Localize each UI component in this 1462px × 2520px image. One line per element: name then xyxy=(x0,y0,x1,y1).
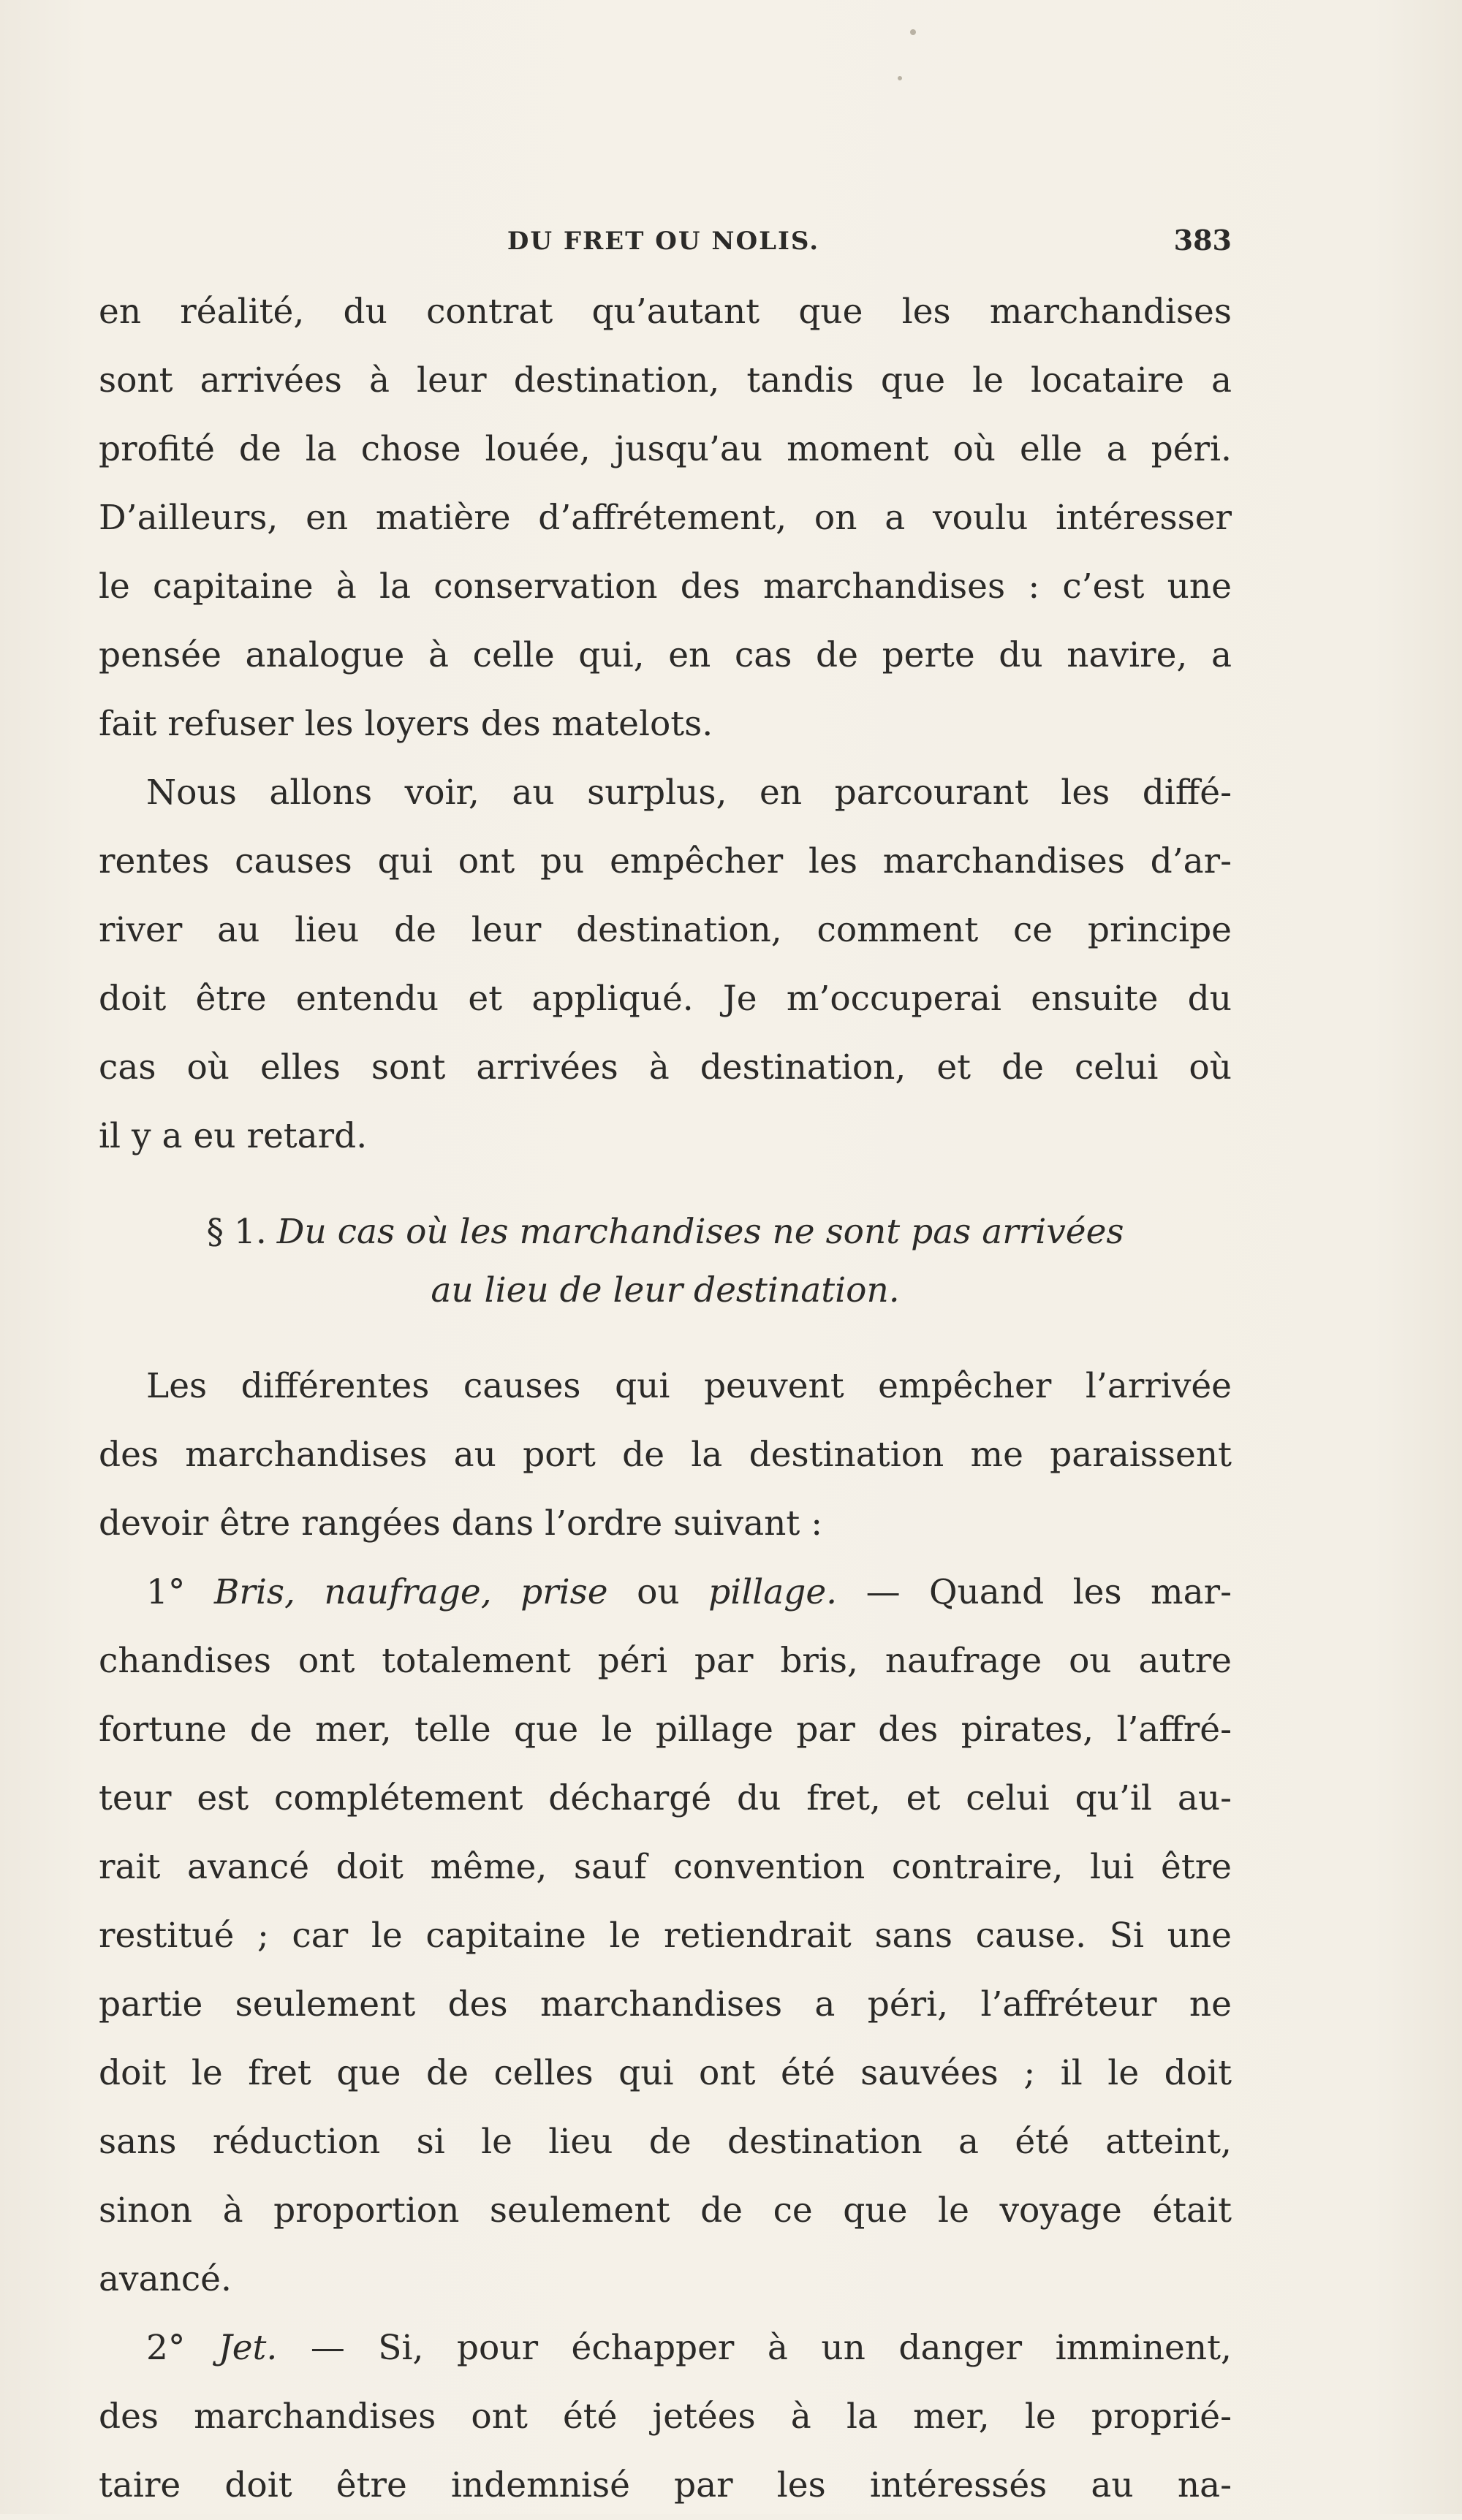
text-line: il y a eu retard. xyxy=(99,1116,368,1156)
text-line: cas où elles sont arrivées à destination, et de celui où xyxy=(99,1047,1232,1088)
text-line: fait refuser les loyers des matelots. xyxy=(99,704,713,744)
item-title-b: pillage. xyxy=(708,1572,838,1612)
paragraph-5 xyxy=(99,2314,1232,2520)
text-line: des marchandises au port de la destination me paraissent xyxy=(99,1435,1232,1475)
text-line: D’ailleurs, en matière d’affrétement, on a voulu intéresser xyxy=(99,498,1232,538)
section-number: 1. xyxy=(233,1212,267,1252)
text-line: Nous allons voir, au surplus, en parcourant les diffé- xyxy=(146,773,1232,813)
item-number: 2° xyxy=(146,2328,186,2368)
text-line: pensée analogue à celle qui, en cas de perte du navire, a xyxy=(99,635,1232,675)
paragraph-2 xyxy=(99,759,1232,1171)
text-line: rait avancé doit même, sauf convention contraire, lui être xyxy=(99,1847,1232,1887)
text-line: profité de la chose louée, jusqu’au moment où elle a péri. xyxy=(99,429,1232,469)
section-symbol: § xyxy=(206,1212,224,1252)
item-title-joiner: ou xyxy=(637,1572,680,1612)
item-number: 1° xyxy=(146,1572,186,1612)
text-line: sont arrivées à leur destination, tandis que le locataire a xyxy=(99,360,1232,401)
item-text-start: — Si, pour échapper à un danger imminent, xyxy=(310,2328,1232,2368)
text-line: avancé. xyxy=(99,2259,232,2299)
text-line: sinon à proportion seulement de ce que le voyage était xyxy=(99,2190,1232,2231)
item-title: Jet. xyxy=(218,2328,278,2368)
text-line: taire doit être indemnisé par les intéressés au na- xyxy=(99,2465,1232,2505)
text-line: sans réduction si le lieu de destination a été atteint, xyxy=(99,2122,1232,2162)
page-number: 383 xyxy=(1173,224,1232,257)
text-line: devoir être rangées dans l’ordre suivant : xyxy=(99,1503,823,1544)
text-line-lead xyxy=(99,2314,1232,2383)
text-line: restitué ; car le capitaine le retiendrait sans cause. Si une xyxy=(99,1916,1232,1956)
paper-spot xyxy=(910,29,916,35)
item-title-a: Bris, naufrage, prise xyxy=(213,1572,608,1612)
text-line: partie seulement des marchandises a péri, l’affréteur ne xyxy=(99,1984,1232,2024)
text-line: chandises ont totalement péri par bris, naufrage ou autre xyxy=(99,1641,1232,1681)
paragraph-3 xyxy=(99,1352,1232,1558)
text-line: fortune de mer, telle que le pillage par des pirates, l’affré- xyxy=(99,1709,1232,1750)
text-line: des marchandises ont été jetées à la mer, le proprié- xyxy=(99,2396,1232,2437)
section-heading xyxy=(99,1203,1232,1320)
paragraph-4 xyxy=(99,1558,1232,2314)
section-title-part-2: au lieu de leur destination. xyxy=(431,1270,900,1310)
paragraph-1 xyxy=(99,278,1232,759)
body-text xyxy=(99,278,1232,2520)
section-title-part-1: Du cas où les marchandises ne sont pas arrivées xyxy=(276,1212,1124,1252)
text-line: doit être entendu et appliqué. Je m’occuperai ensuite du xyxy=(99,979,1232,1019)
running-head xyxy=(95,219,1232,256)
text-line: doit le fret que de celles qui ont été sauvées ; il le doit xyxy=(99,2053,1232,2093)
running-title: DU FRET OU NOLIS. xyxy=(507,227,820,256)
text-line: le capitaine à la conservation des marchandises : c’est une xyxy=(99,566,1232,607)
text-line: rentes causes qui ont pu empêcher les marchandises d’ar- xyxy=(99,841,1232,881)
section-heading-line-1 xyxy=(99,1203,1232,1261)
item-text-start: — Quand les mar- xyxy=(866,1572,1232,1612)
text-line: teur est complétement déchargé du fret, et celui qu’il au- xyxy=(99,1778,1232,1818)
text-line-lead xyxy=(99,1558,1232,1627)
text-line: en réalité, du contrat qu’autant que les marchandises xyxy=(99,292,1232,332)
text-line: Les différentes causes qui peuvent empêcher l’arrivée xyxy=(146,1366,1232,1406)
paper-spot xyxy=(898,76,902,80)
text-line: river au lieu de leur destination, comment ce principe xyxy=(99,910,1232,950)
